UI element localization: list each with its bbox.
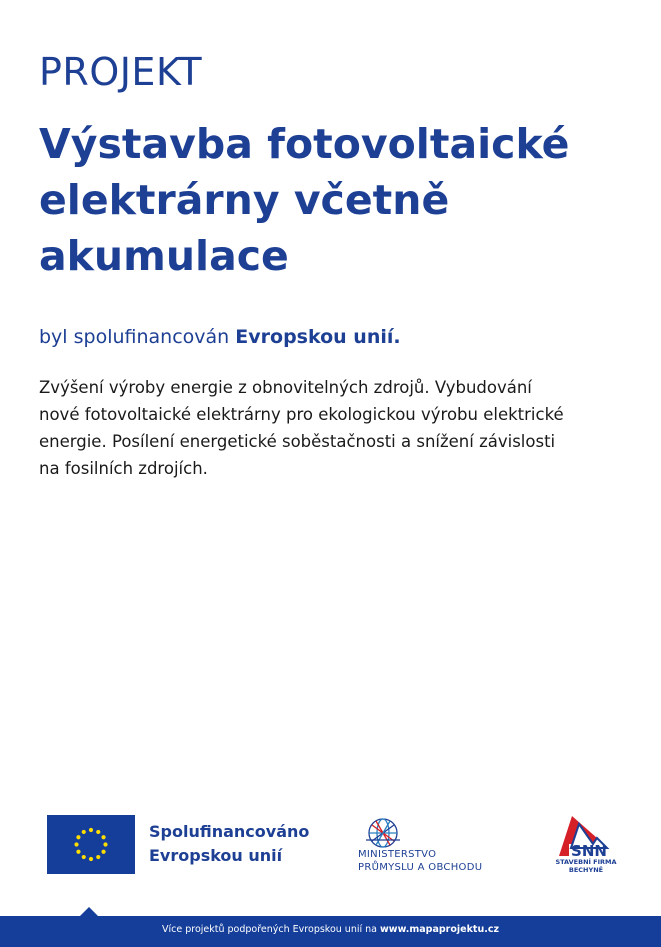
snn-label-line: BECHYNĚ bbox=[568, 866, 604, 874]
snn-label bbox=[548, 858, 624, 874]
project-kicker: PROJEKT bbox=[39, 50, 203, 94]
title-line: akumulace bbox=[39, 232, 289, 280]
footer-text bbox=[0, 924, 661, 935]
footer-bar bbox=[0, 916, 661, 947]
logo-bar bbox=[0, 800, 661, 900]
cofinance-emphasis: Evropskou unií. bbox=[235, 326, 401, 348]
eu-flag-icon bbox=[47, 815, 135, 874]
footer-link[interactable]: www.mapaprojektu.cz bbox=[380, 924, 499, 935]
cofinance-prefix: byl spolufinancován bbox=[39, 326, 230, 348]
description-line: energie. Posílení energetické soběstačnosti a snížení závislosti bbox=[39, 432, 556, 451]
description-line: na fosilních zdrojích. bbox=[39, 459, 208, 478]
title-line: elektrárny včetně bbox=[39, 176, 450, 224]
mpo-label-line: MINISTERSTVO bbox=[358, 849, 437, 860]
eu-cofinance-label bbox=[149, 820, 309, 868]
footer-notch bbox=[80, 907, 98, 916]
snn-label-line: STAVEBNÍ FIRMA bbox=[555, 858, 617, 866]
cofinance-statement bbox=[39, 326, 401, 348]
snn-mark-text: SNN bbox=[571, 842, 607, 860]
project-title bbox=[39, 116, 639, 284]
description-line: nové fotovoltaické elektrárny pro ekologickou výrobu elektrické bbox=[39, 405, 564, 424]
mpo-label-line: PRŮMYSLU A OBCHODU bbox=[358, 862, 483, 873]
eu-label-line: Evropskou unií bbox=[149, 846, 283, 865]
project-description bbox=[39, 374, 629, 482]
title-line: Výstavba fotovoltaické bbox=[39, 120, 570, 168]
footer-prefix: Více projektů podpořených Evropskou unií na bbox=[162, 924, 377, 935]
eu-stars-icon bbox=[47, 815, 135, 874]
mpo-label bbox=[358, 848, 482, 874]
description-line: Zvýšení výroby energie z obnovitelných zdrojů. Vybudování bbox=[39, 378, 532, 397]
eu-label-line: Spolufinancováno bbox=[149, 822, 310, 841]
